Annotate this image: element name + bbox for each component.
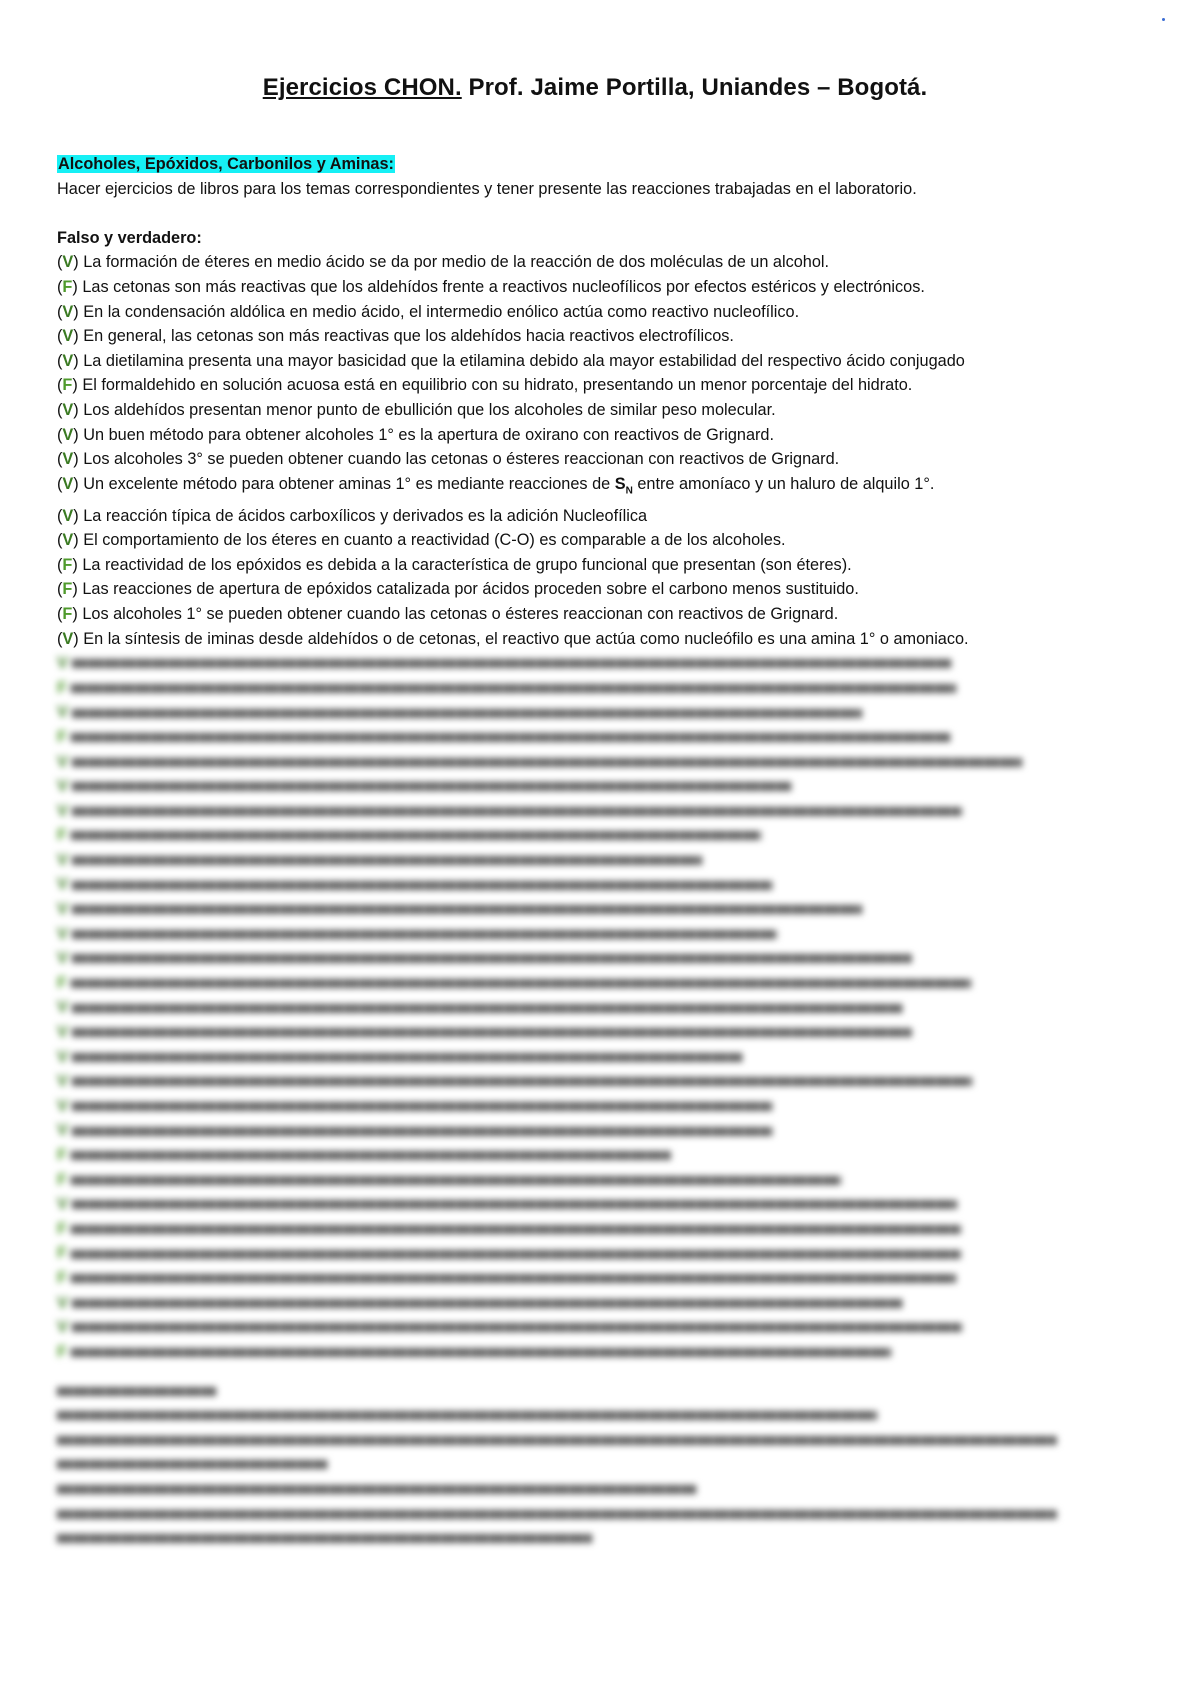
blurred-text-bar [71,1176,841,1185]
tf-item: (V) Un excelente método para obtener aminas 1° es mediante reacciones de $S_N$ entre amoníaco y un haluro de alquilo 1°. [57,474,935,496]
blurred-line [57,1340,1147,1365]
blurred-text-bar [71,979,971,988]
blurred-text-bar [57,1436,1057,1445]
blurred-mark: F [57,1342,67,1361]
blurred-text-bar [57,1387,217,1396]
tf-answer-mark: F [62,277,73,296]
blurred-line [57,995,1147,1020]
blurred-line [57,676,1147,701]
tf-item: (F) Las reacciones de apertura de epóxidos catalizada por ácidos proceden sobre el carbono menos sustituido. [57,580,859,599]
tf-heading: Falso y verdadero: [57,228,202,247]
blurred-mark: F [57,1170,67,1189]
blurred-text-bar [57,1411,877,1420]
tf-answer-mark: V [62,327,74,346]
blurred-text-bar [72,1127,772,1136]
blurred-line [57,897,1147,922]
blurred-text-bar [72,1077,972,1086]
tf-item-text: La reactividad de los epóxidos es debida a la característica de grupo funcional que presentan (son éteres). [82,555,852,574]
blurred-line [57,1094,1147,1119]
blurred-text-bar [72,1004,902,1013]
blurred-mark: V [57,875,68,894]
tf-item-text: Las reacciones de apertura de epóxidos catalizada por ácidos proceden sobre el carbono menos sustituido. [82,580,859,599]
blurred-line [57,1020,1147,1045]
blurred-text-bar [71,1225,961,1234]
blurred-line [57,1403,1147,1428]
blurred-line [57,1315,1147,1340]
blurred-mark: V [57,1318,68,1337]
blurred-line [57,1045,1147,1070]
tf-answer-mark: V [62,351,74,370]
blurred-mark: F [57,1244,67,1263]
blurred-mark: V [57,654,68,673]
blurred-text-bar [72,1200,957,1209]
blurred-text-bar [72,709,862,718]
blurred-text-bar [72,1299,902,1308]
blurred-mark: V [57,949,68,968]
blurred-text-bar [72,905,862,914]
title-rest: Prof. Jaime Portilla, Uniandes – Bogotá. [461,74,928,101]
blurred-mark: F [57,727,67,746]
tf-item-text: Un excelente método para obtener aminas 1° es mediante reacciones de [83,474,615,493]
tf-item-text: En la síntesis de iminas desde aldehídos o de cetonas, el reactivo que actúa como nucleófilo es una amina 1° o amoniaco. [83,629,969,648]
tf-answer-mark: V [62,629,74,648]
page-title [0,74,1190,102]
blurred-text-bar [57,1460,327,1469]
tf-item: (V) En la síntesis de iminas desde aldehídos o de cetonas, el reactivo que actúa como nucleófilo es una amina 1° o amoniaco. [57,629,969,648]
blurred-line [57,1501,1147,1526]
blurred-line [57,848,1147,873]
blurred-line [57,1428,1147,1453]
blurred-line [57,1168,1147,1193]
tf-item-text: La dietilamina presenta una mayor basicidad que la etilamina debido ala mayor estabilidad del respectivo ácido conjugado [83,351,965,370]
blurred-text-bar [72,1053,742,1062]
blurred-text-bar [72,807,962,816]
blurred-text-bar [72,1323,962,1332]
blurred-line [57,1069,1147,1094]
tf-item: (F) Los alcoholes 1° se pueden obtener cuando las cetonas o ésteres reaccionan con reactivos de Grignard. [57,604,839,623]
blurred-mark: F [57,678,67,697]
tf-item: (V) La reacción típica de ácidos carboxílicos y derivados es la adición Nucleofílica [57,506,648,525]
blurred-line [57,700,1147,725]
blurred-text-bar [57,1534,592,1543]
blurred-mark: F [57,973,67,992]
blurred-content [57,651,1147,1550]
blurred-line [57,1217,1147,1242]
tf-item-text: En la condensación aldólica en medio ácido, el intermedio enólico actúa como reactivo nucleofílico. [83,302,800,321]
tf-item: (V) En general, las cetonas son más reactivas que los aldehídos hacia reactivos electrofílicos. [57,327,734,346]
blurred-line [57,823,1147,848]
tf-answer-mark: V [62,253,74,272]
blurred-mark: V [57,1023,68,1042]
blurred-mark: V [57,1121,68,1140]
blurred-line [57,774,1147,799]
blurred-line [57,1526,1147,1551]
tf-item: (F) El formaldehido en solución acuosa está en equilibrio con su hidrato, presentando un menor porcentaje del hidrato. [57,376,913,395]
blurred-line [57,651,1147,676]
blurred-mark: F [57,1146,67,1164]
blurred-text-bar [72,881,772,890]
tf-item: (V) El comportamiento de los éteres en cuanto a reactividad (C-O) es comparable a de los alcoholes. [57,531,786,550]
tf-answer-mark: V [62,531,74,550]
blurred-text-bar [57,1485,697,1494]
blurred-mark: V [57,801,68,820]
tf-item-text: Un buen método para obtener alcoholes 1° es la apertura de oxirano con reactivos de Grignard. [83,425,774,444]
blurred-text-bar [71,684,956,693]
blurred-text-bar [72,1102,772,1111]
blurred-text-bar [71,733,951,742]
tf-answer-mark: V [62,302,74,321]
tf-item-text: El comportamiento de los éteres en cuanto a reactividad (C-O) es comparable a de los alcoholes. [83,531,786,550]
tf-item-text: La formación de éteres en medio ácido se da por medio de la reacción de dos moléculas de un alcohol. [83,253,830,272]
blurred-line [57,1192,1147,1217]
tf-list [57,250,1147,651]
blurred-text-bar [71,1151,671,1160]
tf-item-text: En general, las cetonas son más reactivas que los aldehídos hacia reactivos electrofílicos. [83,327,734,346]
blurred-mark: V [57,1195,68,1214]
blurred-mark: F [57,826,67,845]
blurred-mark: F [57,1268,67,1287]
blurred-mark: V [57,1047,68,1066]
tf-item-text: Los alcoholes 1° se pueden obtener cuando las cetonas o ésteres reaccionan con reactivos de Grignard. [82,604,839,623]
section-intro: Hacer ejercicios de libros para los temas correspondientes y tener presente las reacciones trabajadas en el laboratorio. [57,179,917,198]
section-heading-highlight: Alcoholes, Epóxidos, Carbonilos y Aminas: [58,155,394,173]
tf-answer-mark: F [62,555,73,574]
blurred-mark: V [57,1096,68,1115]
tf-answer-mark: V [62,400,74,419]
tf-item-text-end: entre amoníaco y un haluro de alquilo 1°. [632,474,935,493]
corner-mark [1162,18,1165,21]
blurred-mark: V [57,1072,68,1091]
blurred-line [57,799,1147,824]
blurred-text-bar [72,659,952,668]
blurred-text-bar [72,1028,912,1037]
tf-item: (V) Los aldehídos presentan menor punto de ebullición que los alcoholes de similar peso molecular. [57,400,776,419]
tf-item-text: Los aldehídos presentan menor punto de ebullición que los alcoholes de similar peso molecular. [83,400,776,419]
blurred-line [57,750,1147,775]
tf-item: (V) Los alcoholes 3° se pueden obtener cuando las cetonas o ésteres reaccionan con reactivos de Grignard. [57,450,840,469]
sn-symbol: $S_N$ [614,474,633,496]
tf-answer-mark: V [62,474,74,493]
blurred-text-bar [72,856,702,865]
blurred-mark: V [57,900,68,919]
blurred-text-bar [72,782,792,791]
tf-item-text: La reacción típica de ácidos carboxílicos y derivados es la adición Nucleofílica [83,506,648,525]
tf-item-text: Los alcoholes 3° se pueden obtener cuando las cetonas o ésteres reaccionan con reactivos de Grignard. [83,450,840,469]
tf-item: (V) La formación de éteres en medio ácido se da por medio de la reacción de dos moléculas de un alcohol. [57,253,830,272]
blurred-line [57,1452,1147,1477]
tf-answer-mark: F [62,580,73,599]
tf-answer-mark: V [62,425,74,444]
blurred-line [57,1118,1147,1143]
tf-item: (V) Un buen método para obtener alcoholes 1° es la apertura de oxirano con reactivos de Grignard. [57,425,774,444]
tf-answer-mark: F [62,376,73,395]
blurred-mark: V [57,850,68,869]
tf-item-text: El formaldehido en solución acuosa está en equilibrio con su hidrato, presentando un menor porcentaje del hidrato. [82,376,913,395]
blurred-line [57,946,1147,971]
blurred-text-bar [57,1510,1057,1519]
blurred-line [57,1241,1147,1266]
blurred-text-bar [72,954,912,963]
blurred-mark: V [57,924,68,943]
blurred-line [57,1291,1147,1316]
blurred-line [57,971,1147,996]
tf-answer-mark: F [62,604,73,623]
title-underlined: Ejercicios CHON. [262,74,462,101]
blurred-text-bar [71,1250,961,1259]
blurred-line [57,872,1147,897]
blurred-mark: V [57,777,68,796]
tf-item-text: Las cetonas son más reactivas que los aldehídos frente a reactivos nucleofílicos por efectos estéricos y electrónicos. [82,277,925,296]
tf-answer-mark: V [62,450,74,469]
tf-item: (V) La dietilamina presenta una mayor basicidad que la etilamina debido ala mayor estabilidad del respectivo ácido conjugado [57,351,965,370]
blurred-line [57,1143,1147,1168]
blurred-mark: V [57,752,68,771]
blurred-text-bar [72,930,777,939]
blurred-mark: V [57,1293,68,1312]
blurred-mark: V [57,998,68,1017]
blurred-line [57,1378,1147,1403]
blurred-line [57,1477,1147,1502]
blurred-mark: F [57,1219,67,1238]
blurred-line [57,922,1147,947]
tf-item: (V) En la condensación aldólica en medio ácido, el intermedio enólico actúa como reactivo nucleofílico. [57,302,800,321]
blurred-text-bar [71,1348,891,1357]
tf-answer-mark: V [62,506,74,525]
section-heading [57,152,1147,177]
document-body [57,152,1147,1551]
blurred-text-bar [71,831,761,840]
tf-item: (F) Las cetonas son más reactivas que los aldehídos frente a reactivos nucleofílicos por efectos estéricos y electrónicos. [57,277,925,296]
blurred-mark: V [57,703,68,722]
blurred-line [57,1266,1147,1291]
blurred-line [57,725,1147,750]
blurred-text-bar [72,758,1022,767]
tf-item: (F) La reactividad de los epóxidos es debida a la característica de grupo funcional que presentan (son éteres). [57,555,852,574]
blurred-text-bar [71,1274,956,1283]
